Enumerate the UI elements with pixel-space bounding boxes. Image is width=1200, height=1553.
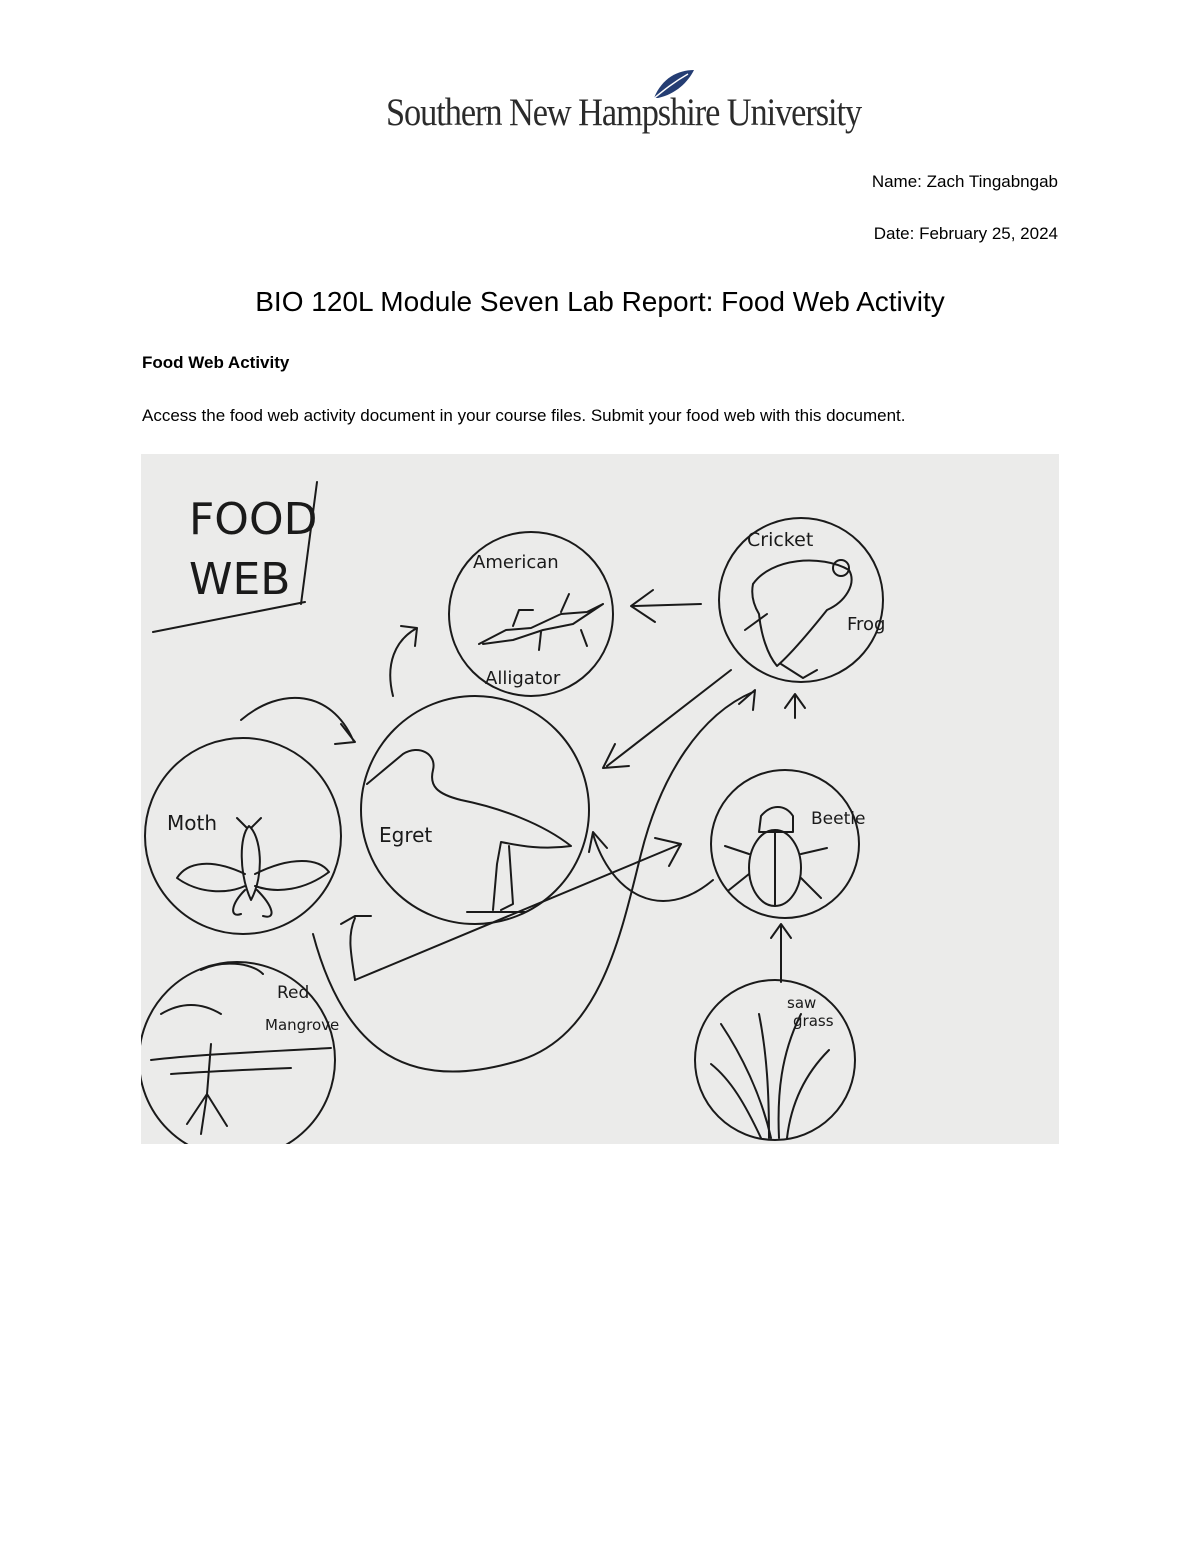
arrow-mangrove-to-moth: [341, 916, 371, 980]
organism-frog: [719, 518, 886, 682]
arrow-mangrove-to-beetle: [355, 838, 681, 980]
svg-text:Red: Red: [277, 983, 310, 1003]
food-web-drawing: [141, 454, 1059, 1144]
svg-text:saw: saw: [787, 994, 817, 1012]
report-date: Date: February 25, 2024: [873, 224, 1058, 243]
drawing-heading-food: FOOD: [189, 494, 318, 545]
arrow-sawgrass-to-beetle: [771, 924, 791, 982]
section-heading: Food Web Activity: [142, 353, 290, 372]
svg-text:Egret: Egret: [379, 823, 433, 847]
university-logo: [386, 68, 862, 140]
heading-underline: [153, 602, 305, 632]
svg-text:Mangrove: Mangrove: [265, 1016, 340, 1034]
svg-text:Alligator: Alligator: [485, 668, 561, 689]
student-name: Name: Zach Tingabngab: [871, 172, 1058, 191]
svg-text:American: American: [473, 552, 559, 573]
organism-egret: [361, 696, 589, 924]
organism-alligator: [449, 532, 613, 696]
arrow-frog-to-alligator: [631, 590, 701, 622]
document-title: BIO 120L Module Seven Lab Report: Food Web Activity: [255, 286, 945, 317]
svg-text:Frog: Frog: [847, 614, 886, 635]
svg-text:Beetle: Beetle: [811, 809, 866, 829]
arrow-beetle-to-frog: [785, 694, 805, 718]
organism-beetle: [711, 770, 865, 918]
organism-moth: [145, 738, 341, 934]
instructions-text: Access the food web activity document in your course files. Submit your food web with this document.: [142, 406, 906, 425]
svg-text:Moth: Moth: [167, 811, 218, 835]
organism-mangrove: [141, 962, 339, 1144]
leaf-icon: [648, 68, 696, 102]
organism-sawgrass: [695, 980, 855, 1140]
food-web-arrows: [241, 590, 805, 1072]
arrow-egret-to-alligator: [390, 626, 417, 696]
svg-text:grass: grass: [793, 1012, 834, 1030]
arrow-beetle-to-egret: [589, 832, 713, 901]
svg-text:Cricket: Cricket: [747, 529, 814, 551]
arrow-moth-to-egret: [241, 698, 355, 744]
logo-wordmark: Southern New Hampshire University: [386, 91, 862, 134]
drawing-heading-web: WEB: [189, 554, 291, 605]
